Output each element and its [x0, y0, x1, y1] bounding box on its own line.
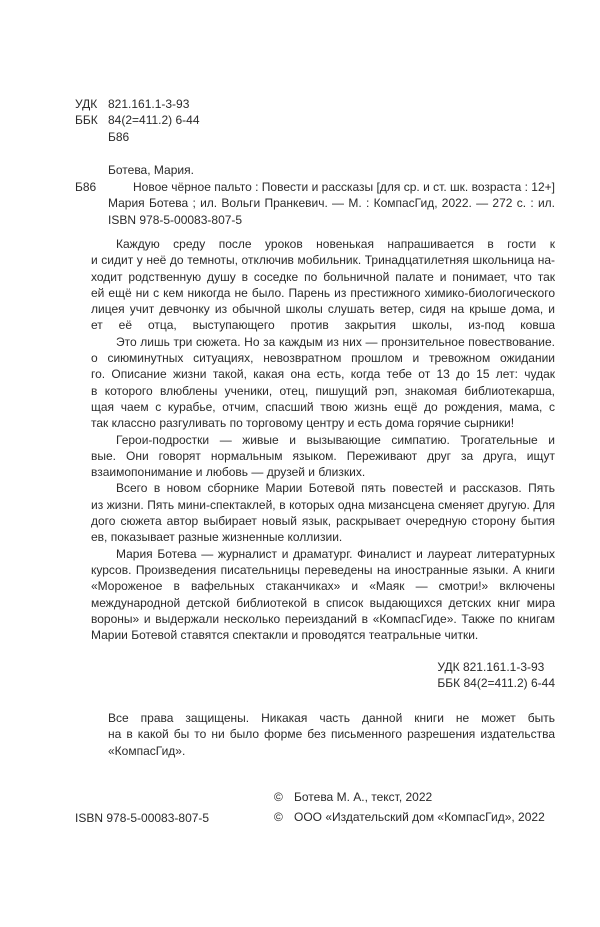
- annotation-line: ей ещё ни с кем никогда не было. Парень из престижного химико-биологического: [91, 285, 555, 300]
- annotation-line: ет её отца, выступающего против закрытия школы, из-под ковша: [91, 318, 555, 333]
- annotation-line: ев, показывает разные жизненные коллизии.: [91, 530, 343, 545]
- copyright-symbol: ©: [274, 790, 283, 804]
- record-line: Новое чёрное пальто : Повести и рассказы [для ср. и ст. шк. возраста : 12+]: [133, 180, 555, 194]
- annotation-line: Мария Ботева — журналист и драматург. Финалист и лауреат литературных: [116, 546, 555, 561]
- annotation-line: щая чаем с курабье, отчим, спасший твою жизнь ещё до рождения, мама, с: [91, 399, 555, 414]
- rights-notice: [108, 710, 555, 759]
- annotation-line: вороны» и выдержали несколько переизданий в «КомпасГиде». Также по книгам: [91, 611, 555, 626]
- annotation-line: так классно разгуливать по торговому центру и есть дома горячие сырники!: [91, 416, 515, 431]
- classification-codes: [75, 96, 200, 145]
- footer-udk: УДК 821.161.1-3-93: [437, 660, 545, 674]
- copyright-line: © ООО «Издательский дом «КомпасГид», 2022: [274, 810, 545, 825]
- annotation-line: в которого влюблены ученики, отец, пишущий рэп, знакомая библиотекарша,: [91, 383, 555, 398]
- annotation-line: Марии Ботевой ставятся спектакли и проводятся театральные читки.: [91, 628, 479, 643]
- annotation-line: и сидит у неё до темноты, отключив мобильник. Тринадцатилетняя школьница на-: [91, 253, 555, 268]
- copyright-lines: [274, 789, 545, 826]
- copyright-line: © Ботева М. А., текст, 2022: [274, 790, 433, 804]
- annotation-line: Каждую среду после уроков новенькая напрашивается в гости к: [116, 237, 555, 251]
- udk-label: УДК: [75, 97, 98, 111]
- author-mark: Б86: [108, 129, 130, 144]
- record-line: Мария Ботева ; ил. Вольги Пранкевич. — М. : КомпасГид, 2022. — 272 с. : ил.: [108, 196, 555, 211]
- bbk-code: 84(2=411.2) 6-44: [108, 113, 200, 128]
- annotation-line: Герои-подростки — живые и вызывающие симпатию. Трогательные и: [116, 432, 555, 447]
- rights-line: Все права защищены. Никакая часть данной книги не может быть: [108, 711, 555, 725]
- record-mark: Б86: [75, 180, 97, 194]
- author-heading: Ботева, Мария.: [108, 163, 194, 177]
- annotation-line: «Мороженое в вафельных стаканчиках» и «Маяк — смотри!» включены: [91, 579, 555, 594]
- annotation-line: из жизни. Пять мини-спектаклей, в которых одна мизансцена сменяет другую. Для: [91, 497, 555, 512]
- annotation-line: международной детской библиотекой в список выдающихся детских книг мира: [91, 595, 555, 610]
- rights-line: на в какой бы то ни было форме без письменного разрешения издательства: [108, 727, 555, 742]
- annotation-line: взаимопонимание и любовь — друзей и близких.: [91, 465, 366, 480]
- annotation-line: Всего в новом сборнике Марии Ботевой пять повестей и рассказов. Пять: [116, 481, 555, 496]
- annotation-line: дого сюжета автор выбирает новый язык, раскрывает очередную сторону бытия: [91, 514, 555, 529]
- rights-line: «КомпасГид».: [108, 743, 186, 758]
- isbn: ISBN 978-5-00083-807-5: [75, 811, 210, 825]
- annotation-line: лицея учит девчонку из обычной школы слушать ветер, сидя на крыше дома, и: [91, 302, 555, 317]
- annotation-line: о сиюминутных ситуациях, невозвратном прошлом и тревожном ожидании: [91, 351, 555, 366]
- annotation-line: го. Описание жизни такой, какая она есть, когда тебе от 13 до 15 лет: чудак: [91, 367, 555, 382]
- record-line: ISBN 978-5-00083-807-5: [108, 212, 243, 227]
- copyright-symbol: ©: [274, 810, 283, 825]
- udk-code: 821.161.1-3-93: [108, 97, 190, 111]
- footer-codes: [437, 659, 555, 692]
- annotation-line: ходит родственную душу в соседке по больничной палате и понимает, что так: [91, 269, 555, 284]
- bibliographic-record: [108, 179, 555, 228]
- footer-bbk: ББК 84(2=411.2) 6-44: [437, 676, 555, 691]
- annotation-line: вые. Они говорят нормальным языком. Переживают друг за друга, ищут: [91, 448, 555, 463]
- annotation-line: курсов. Произведения писательницы переведены на иностранные языки. А книги: [91, 562, 555, 577]
- annotation: [91, 236, 555, 643]
- bbk-label: ББК: [75, 113, 98, 128]
- annotation-line: Это лишь три сюжета. Но за каждым из них — пронзительное повествование.: [116, 334, 555, 349]
